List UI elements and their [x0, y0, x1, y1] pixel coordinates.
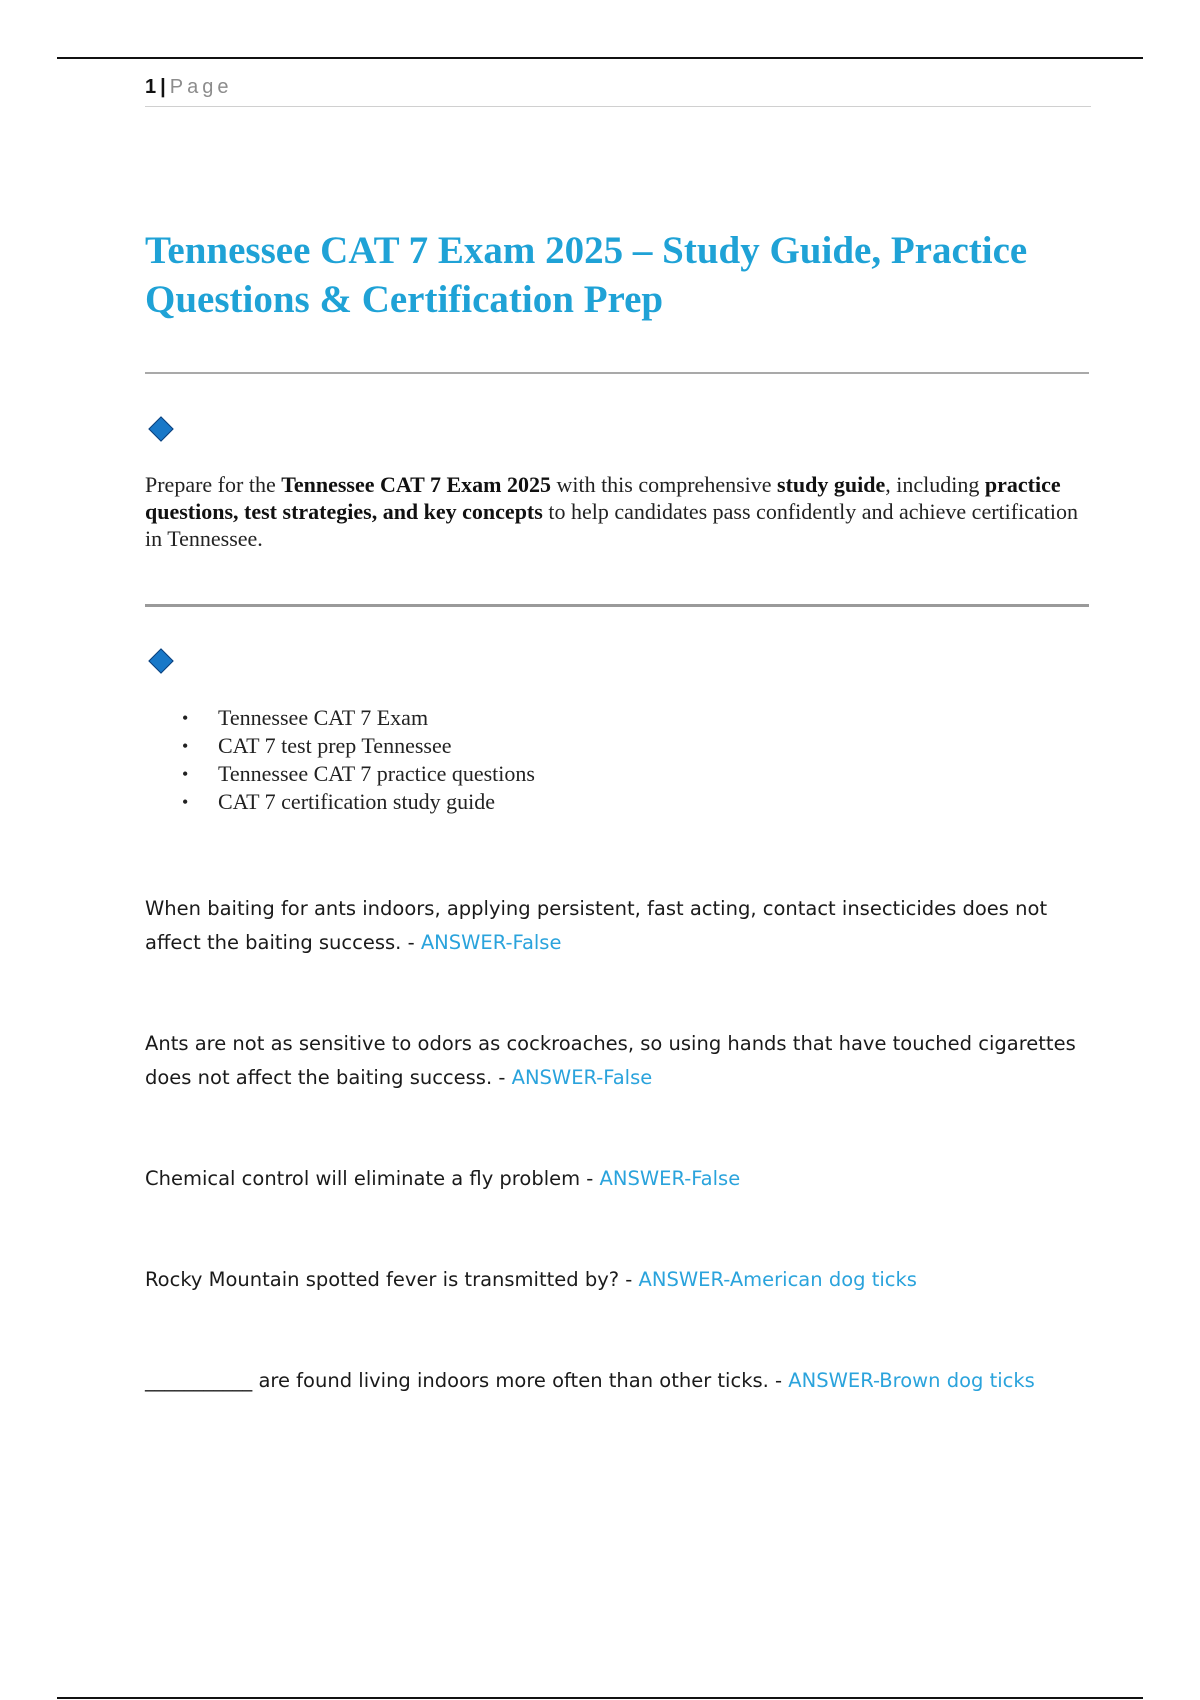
intro-text: to help candidates pass confidently and achieve certification in Tennessee. — [145, 499, 1078, 551]
section-divider — [145, 372, 1089, 374]
diamond-bullet-icon — [148, 648, 173, 673]
keyword-list — [145, 704, 535, 816]
intro-text: with this comprehensive — [550, 472, 778, 497]
page-word: Page — [169, 76, 233, 98]
page-separator: | — [160, 76, 166, 98]
question-text: ___________ are found living indoors more often than other ticks. - — [145, 1369, 789, 1392]
answer-text: ANSWER-False — [420, 931, 562, 954]
intro-text: , including — [885, 472, 985, 497]
qa-item — [145, 1364, 1095, 1398]
keyword-item: • Tennessee CAT 7 practice questions — [145, 760, 535, 788]
answer-text: ANSWER-American dog ticks — [638, 1268, 917, 1291]
keyword-item: • CAT 7 test prep Tennessee — [145, 732, 535, 760]
intro-bold-exam: Tennessee CAT 7 Exam 2025 — [281, 472, 551, 497]
answer-text: ANSWER-False — [599, 1167, 741, 1190]
page-header — [145, 76, 1091, 107]
intro-bold-topics: practice questions, test strategies, and key concepts — [145, 472, 1061, 524]
document-title: Tennessee CAT 7 Exam 2025 – Study Guide, Practice Questions & Certification Prep — [145, 229, 1028, 321]
qa-item — [145, 892, 1095, 960]
intro-paragraph — [145, 471, 1095, 552]
diamond-bullet-icon — [148, 416, 173, 441]
question-text: Ants are not as sensitive to odors as cockroaches, so using hands that have touched cigarettes does not affect the baiting success. - — [145, 1032, 1076, 1089]
bottom-border-rule — [57, 1697, 1143, 1699]
page-number: 1 — [145, 76, 157, 98]
intro-text: Prepare for the — [145, 472, 282, 497]
answer-text: ANSWER-Brown dog ticks — [788, 1369, 1035, 1392]
qa-item — [145, 1263, 1095, 1297]
keyword-item: • Tennessee CAT 7 Exam — [145, 704, 535, 732]
qa-item — [145, 1027, 1095, 1095]
top-border-rule — [57, 57, 1143, 59]
keyword-item: • CAT 7 certification study guide — [145, 788, 535, 816]
section-divider — [145, 604, 1089, 607]
intro-bold-guide: study guide — [777, 472, 886, 497]
question-text: When baiting for ants indoors, applying persistent, fast acting, contact insecticides does not affect the baiting success. - — [145, 897, 1048, 954]
question-text: Rocky Mountain spotted fever is transmitted by? - — [145, 1268, 639, 1291]
answer-text: ANSWER-False — [511, 1066, 653, 1089]
question-text: Chemical control will eliminate a fly problem - — [145, 1167, 600, 1190]
qa-item — [145, 1162, 1095, 1196]
